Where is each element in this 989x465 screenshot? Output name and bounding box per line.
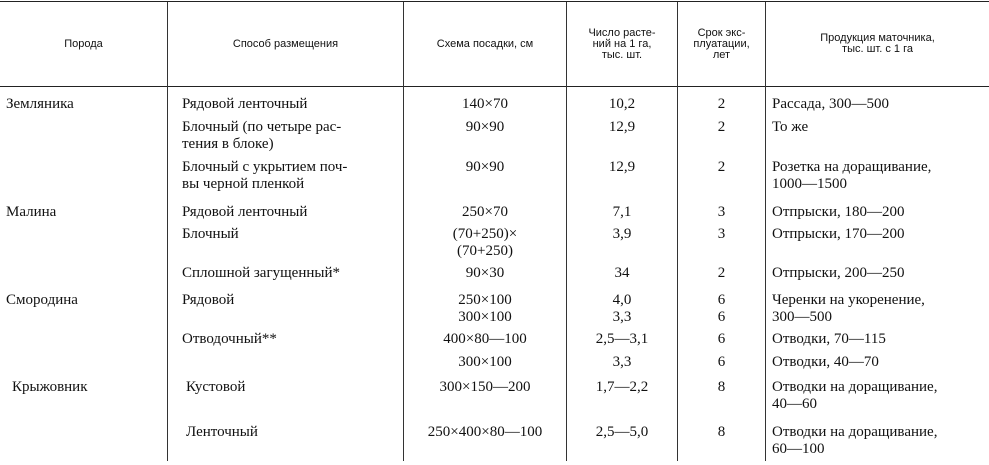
cell-term: 3 <box>717 204 726 220</box>
header-term: Срок экс- плуатации, лет <box>693 26 750 61</box>
cell-method: Рядовой <box>182 292 235 308</box>
cell-plants: 4,0 3,3 <box>612 292 632 325</box>
header-scheme: Схема посадки, см <box>436 37 534 50</box>
cell-scheme: 250×400×80—100 <box>427 424 543 440</box>
cell-breed: Земляника <box>6 96 74 112</box>
cell-term: 6 <box>717 354 726 370</box>
cell-method: Ленточный <box>186 424 258 440</box>
header-breed: Порода <box>64 37 103 50</box>
cell-method: Блочный (по четыре рас- тения в блоке) <box>182 119 342 152</box>
cell-scheme: (70+250)× (70+250) <box>452 226 518 259</box>
cell-method: Кустовой <box>186 379 246 395</box>
cell-product: Отводки, 40—70 <box>772 354 879 370</box>
cell-breed: Крыжовник <box>12 379 88 395</box>
cell-term: 2 <box>717 265 726 281</box>
cell-method: Сплошной загущенный* <box>182 265 340 281</box>
cell-scheme: 300×100 <box>458 354 512 370</box>
cell-plants: 2,5—5,0 <box>595 424 649 440</box>
cell-term: 6 <box>717 331 726 347</box>
cell-plants: 2,5—3,1 <box>595 331 649 347</box>
cell-plants: 1,7—2,2 <box>595 379 649 395</box>
cell-scheme: 250×100 300×100 <box>458 292 512 325</box>
cell-scheme: 300×150—200 <box>439 379 531 395</box>
header-product: Продукция маточника, тыс. шт. с 1 га <box>820 32 935 55</box>
cell-scheme: 90×90 <box>465 119 505 135</box>
cell-product: Отводки, 70—115 <box>772 331 886 347</box>
cell-plants: 12,9 <box>608 119 636 135</box>
cell-method: Рядовой ленточный <box>182 204 308 220</box>
cell-plants: 10,2 <box>608 96 636 112</box>
cell-plants: 3,3 <box>612 354 632 370</box>
cell-method: Рядовой ленточный <box>182 96 308 112</box>
cell-product: Отводки на доращивание, 40—60 <box>772 379 938 412</box>
cell-product: То же <box>772 119 809 135</box>
cell-plants: 34 <box>614 265 630 281</box>
cell-breed: Малина <box>6 204 57 220</box>
cell-plants: 7,1 <box>612 204 632 220</box>
cell-term: 6 6 <box>717 292 726 325</box>
cell-scheme: 140×70 <box>462 96 508 112</box>
cell-term: 2 <box>717 159 726 175</box>
cell-plants: 12,9 <box>608 159 636 175</box>
cell-plants: 3,9 <box>612 226 632 242</box>
cell-method: Блочный <box>182 226 239 242</box>
cell-term: 3 <box>717 226 726 242</box>
cell-method: Отводочный** <box>182 331 277 347</box>
cell-scheme: 90×30 <box>465 265 505 281</box>
header-plants: Число расте- ний на 1 га, тыс. шт. <box>588 26 656 61</box>
cell-term: 8 <box>717 379 726 395</box>
cell-product: Черенки на укоренение, 300—500 <box>772 292 925 325</box>
cell-product: Рассада, 300—500 <box>772 96 889 112</box>
cell-product: Отпрыски, 180—200 <box>772 204 905 220</box>
cell-method: Блочный с укрытием поч- вы черной пленкой <box>182 159 348 192</box>
cell-scheme: 250×70 <box>462 204 508 220</box>
table-header-rule <box>0 86 989 87</box>
cell-product: Отпрыски, 170—200 <box>772 226 905 242</box>
cell-product: Отводки на доращивание, 60—100 <box>772 424 938 457</box>
cell-product: Розетка на доращивание, 1000—1500 <box>772 159 932 192</box>
cell-scheme: 400×80—100 <box>443 331 527 347</box>
header-method: Способ размещения <box>232 37 339 50</box>
cell-scheme: 90×90 <box>465 159 505 175</box>
cell-term: 2 <box>717 96 726 112</box>
cell-product: Отпрыски, 200—250 <box>772 265 905 281</box>
cell-term: 8 <box>717 424 726 440</box>
cell-term: 2 <box>717 119 726 135</box>
cell-breed: Смородина <box>6 292 78 308</box>
